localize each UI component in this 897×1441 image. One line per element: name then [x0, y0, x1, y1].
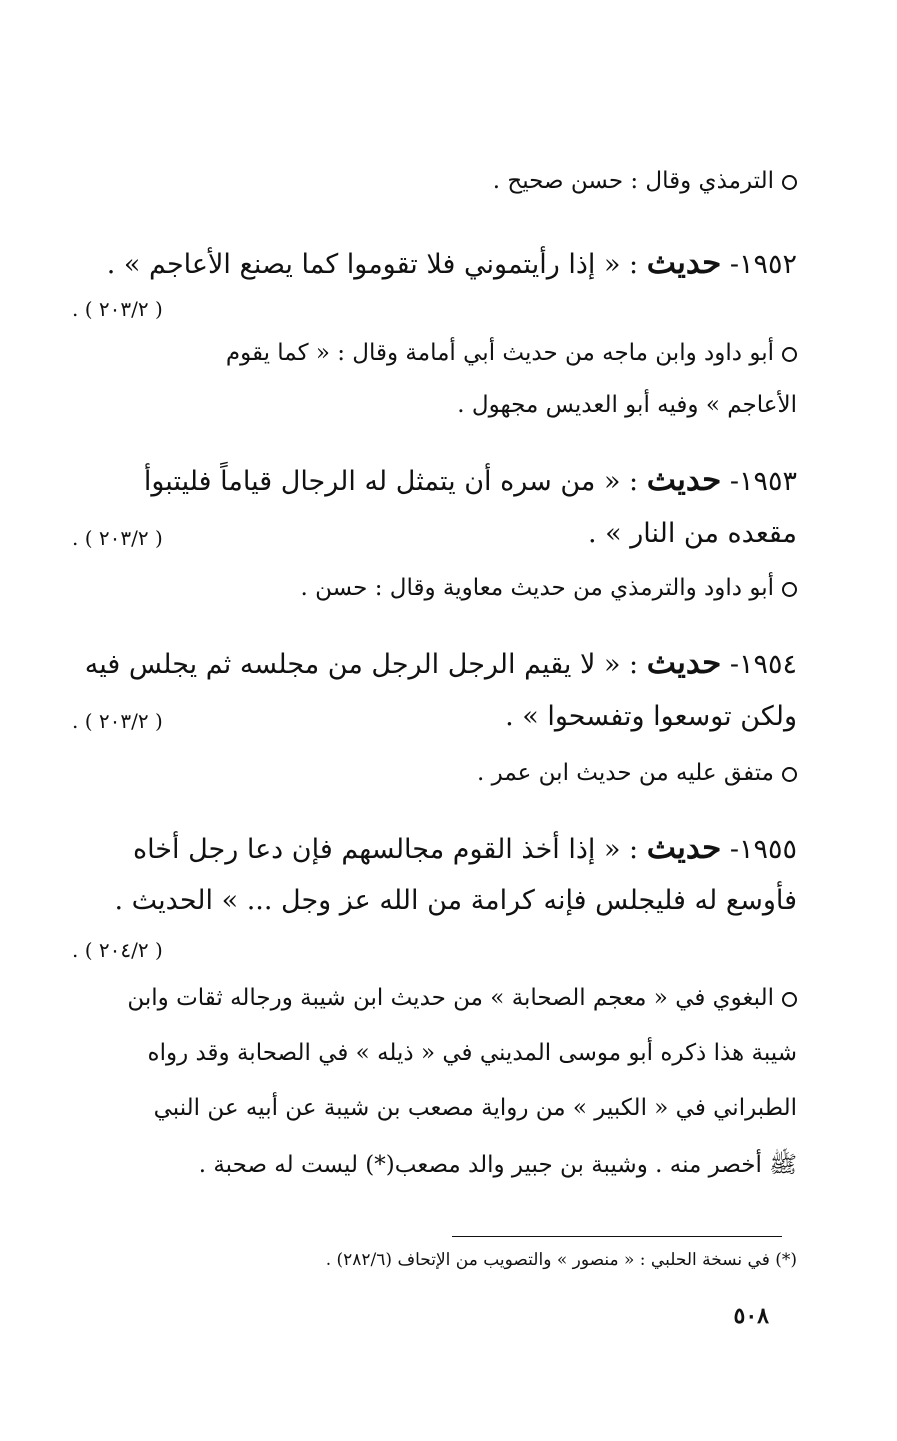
hadith-reference: ( ٢٠٣/٢ ) . [72, 526, 163, 550]
hadith-keyword: حديث [646, 245, 722, 281]
hadith-keyword: حديث [646, 645, 722, 681]
hadith-text: فأوسع له فليجلس فإنه كرامة من الله عز وجل ... » الحديث . [114, 885, 797, 916]
note-text: الطبراني في « الكبير » من رواية مصعب بن شيبة عن أبيه عن النبي [153, 1095, 797, 1121]
circle-bullet-icon [782, 582, 797, 597]
note-text: البغوي في « معجم الصحابة » من حديث ابن شيبة ورجاله ثقات وابن [127, 985, 774, 1011]
circle-bullet-icon [782, 767, 797, 782]
hadith-number: ١٩٥٢- [729, 249, 797, 280]
hadith-number: ١٩٥٣- [729, 466, 797, 497]
hadith-number: ١٩٥٥- [729, 834, 797, 865]
hadith-text: ولكن توسعوا وتفسحوا » . [505, 701, 797, 732]
note-text: متفق عليه من حديث ابن عمر . [477, 760, 774, 786]
circle-bullet-icon [782, 175, 797, 190]
footnote: (*) في نسخة الحلبي : « منصور » والتصويب من الإتحاف (٢٨٢/٦) . [325, 1250, 797, 1270]
page-number: ٥٠٨ [733, 1303, 769, 1329]
hadith-text: مقعده من النار » . [587, 518, 797, 549]
hadith-reference: ( ٢٠٤/٢ ) . [72, 938, 163, 962]
note-text: ﷺ أخصر منه . وشيبة بن جبير والد مصعب(*) ليست له صحبة . [198, 1152, 797, 1178]
hadith-text: : « إذا أخذ القوم مجالسهم فإن دعا رجل أخاه [132, 834, 639, 865]
hadith-keyword: حديث [646, 462, 722, 498]
note-text: أبو داود والترمذي من حديث معاوية وقال : حسن . [300, 575, 774, 601]
note-text: شيبة هذا ذكره أبو موسى المديني في « ذيله » في الصحابة وقد رواه [147, 1040, 797, 1066]
hadith-text: : « إذا رأيتموني فلا تقوموا كما يصنع الأعاجم » . [106, 249, 639, 280]
circle-bullet-icon [782, 992, 797, 1007]
hadith-text: : « لا يقيم الرجل الرجل من مجلسه ثم يجلس فيه [84, 649, 639, 680]
note-text: الأعاجم » وفيه أبو العديس مجهول . [457, 392, 797, 418]
note-text: أبو داود وابن ماجه من حديث أبي أمامة وقال : « كما يقوم [225, 340, 774, 366]
hadith-keyword: حديث [646, 830, 722, 866]
circle-bullet-icon [782, 347, 797, 362]
hadith-reference: ( ٢٠٣/٢ ) . [72, 709, 163, 733]
hadith-text: : « من سره أن يتمثل له الرجال قياماً فليتبوأ [143, 466, 639, 497]
footnote-divider [452, 1236, 782, 1237]
hadith-number: ١٩٥٤- [729, 649, 797, 680]
note-text: الترمذي وقال : حسن صحيح . [492, 168, 774, 194]
hadith-reference: ( ٢٠٣/٢ ) . [72, 297, 163, 321]
